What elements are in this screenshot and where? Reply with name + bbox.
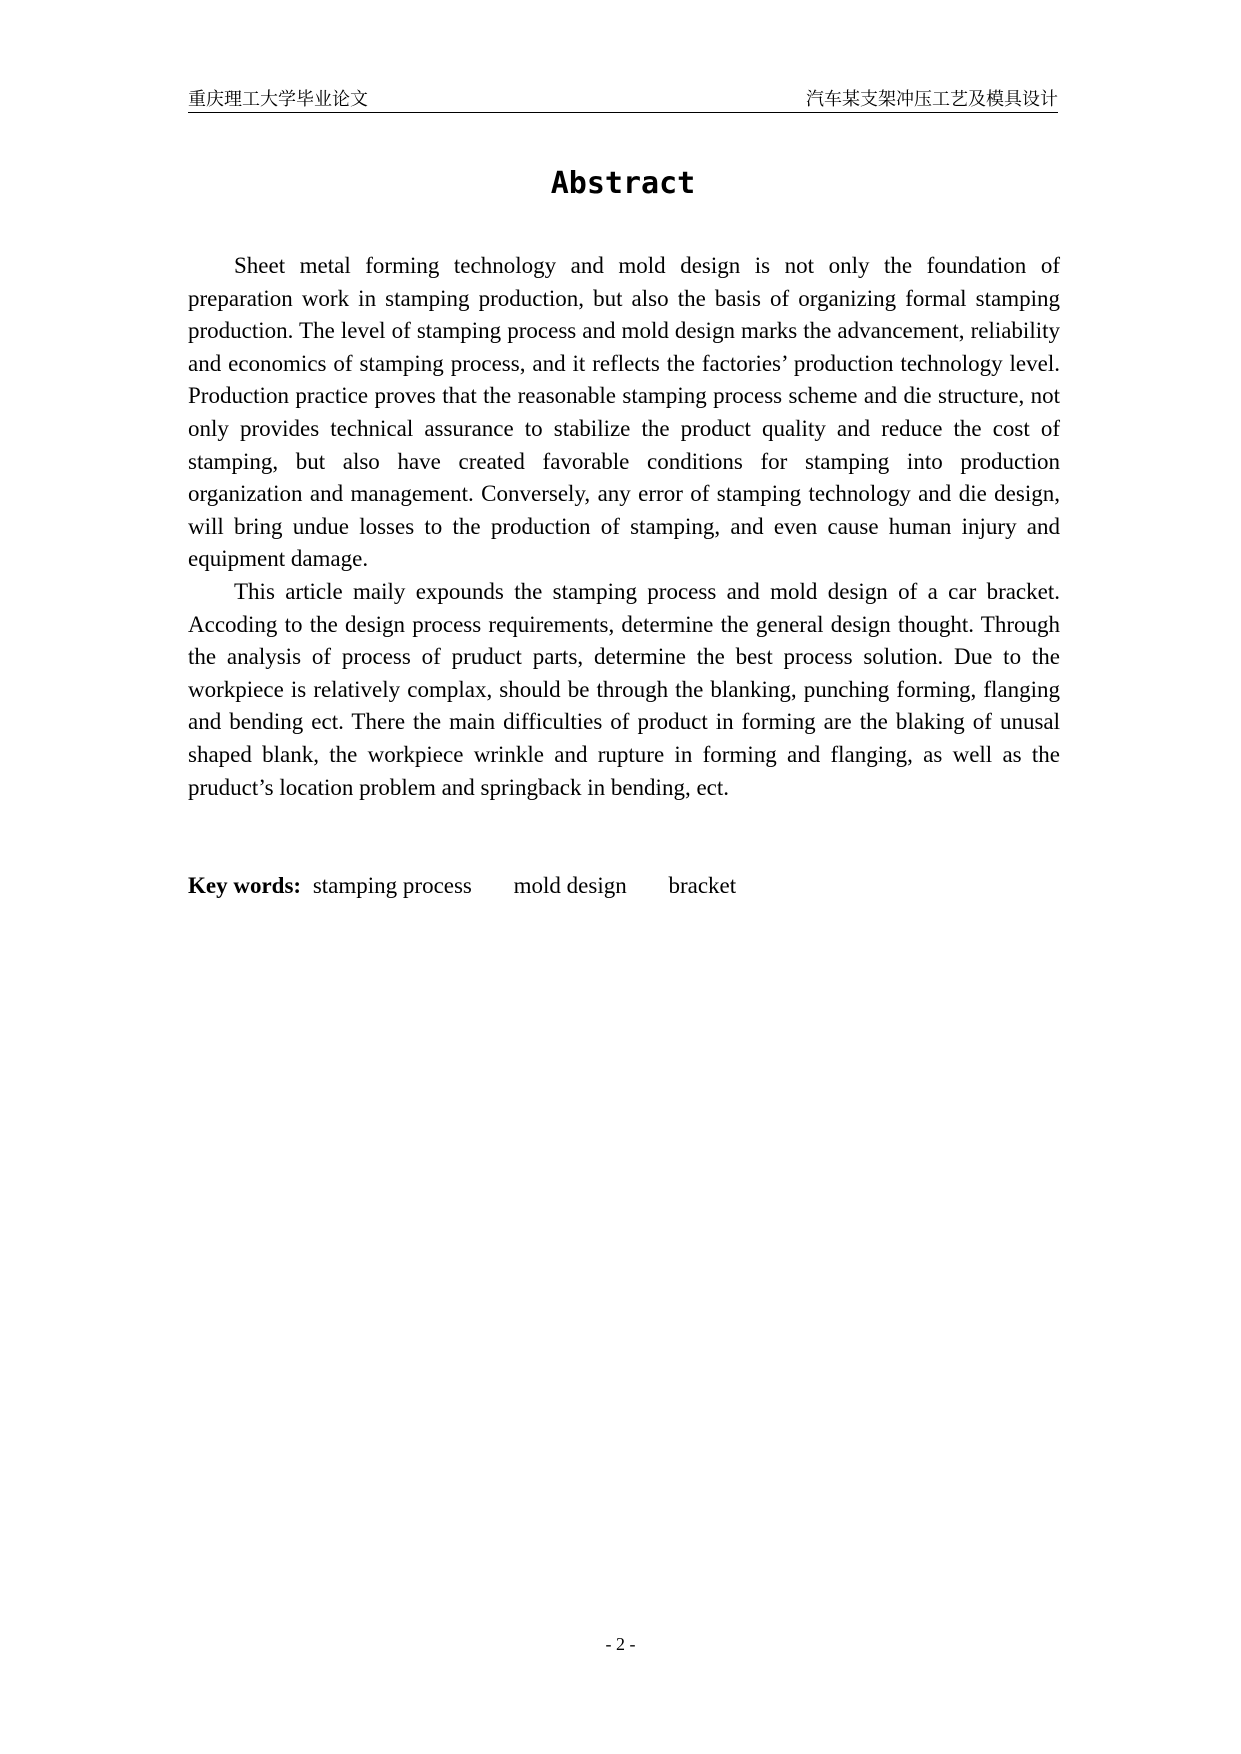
- keywords-line: [188, 870, 1060, 902]
- abstract-title: Abstract: [550, 166, 696, 201]
- abstract-body: [188, 250, 1060, 804]
- abstract-paragraph-1: Sheet metal forming technology and mold design is not only the foundation of preparation work in stamping production, but also the basis of organizing formal stamping production. The level of stamping process and mold design marks the advancement, reliability and economics of stamping process, and it reflects the factories’ production technology level. Production practice proves that the reasonable stamping process scheme and die structure, not only provides technical assurance to stabilize the product quality and reduce the cost of stamping, but also have created favorable conditions for stamping into production organization and management. Conversely, any error of stamping technology and die design, will bring undue losses to the production of stamping, and even cause human injury and equipment damage.: [188, 253, 1060, 572]
- keyword-item: bracket: [668, 873, 737, 898]
- keyword-item: stamping process: [312, 873, 472, 898]
- header-left-text: 重庆理工大学毕业论文: [188, 89, 368, 109]
- keywords-label: Key words:: [188, 873, 302, 898]
- abstract-paragraph-2: This article maily expounds the stamping process and mold design of a car bracket. Accoding to the design process requirements, determine the general design thought. Through the analysis of process of pruduct parts, determine the best process solution. Due to the workpiece is relatively complax, should be through the blanking, punching forming, flanging and bending ect. There the main difficulties of product in forming are the blaking of unusal shaped blank, the workpiece wrinkle and rupture in forming and flanging, as well as the pruduct’s location problem and springback in bending, ect.: [188, 578, 1060, 800]
- page-number: - 2 -: [605, 1634, 636, 1654]
- page-header: [188, 86, 1058, 113]
- keyword-item: mold design: [513, 873, 627, 898]
- header-right-text: 汽车某支架冲压工艺及模具设计: [806, 89, 1058, 109]
